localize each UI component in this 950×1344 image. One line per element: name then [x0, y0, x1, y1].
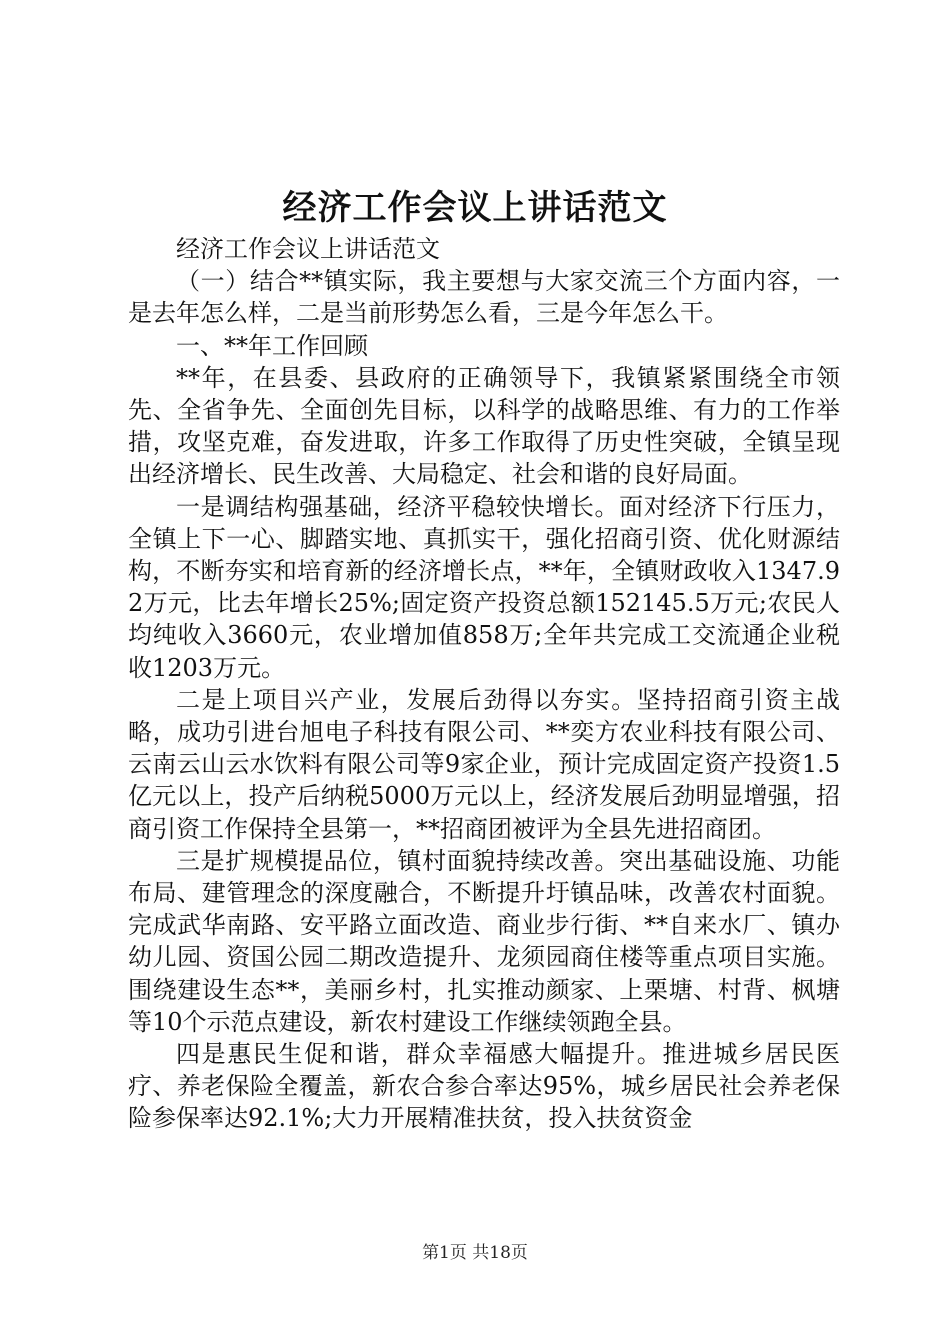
- paragraph: 四是惠民生促和谐，群众幸福感大幅提升。推进城乡居民医疗、养老保险全覆盖，新农合参合率达95%，城乡居民社会养老保险参保率达92.1%;大力开展精准扶贫，投入扶贫资金: [128, 1040, 840, 1133]
- paragraph: 二是上项目兴产业，发展后劲得以夯实。坚持招商引资主战略，成功引进台旭电子科技有限公司、**奕方农业科技有限公司、云南云山云水饮料有限公司等9家企业，预计完成固定资产投资1.5亿元以上，投产后纳税5000万元以上，经济发展后劲明显增强，招商引资工作保持全县第一，**招商团被评为全县先进招商团。: [128, 685, 840, 843]
- document-body: [128, 233, 840, 1135]
- paragraph-subtitle: 经济工作会议上讲话范文: [176, 235, 440, 263]
- section-heading: 一、**年工作回顾: [176, 331, 368, 360]
- paragraph: 一是调结构强基础，经济平稳较快增长。面对经济下行压力，全镇上下一心、脚踏实地、真抓实干，强化招商引资、优化财源结构，不断夯实和培育新的经济增长点，**年，全镇财政收入1347.92万元，比去年增长25%;固定资产投资总额152145.5万元;农民人均纯收入3660元，农业增加值858万;全年共完成工交流通企业税收1203万元。: [128, 492, 840, 682]
- paragraph: 三是扩规模提品位，镇村面貌持续改善。突出基础设施、功能布局、建管理念的深度融合，不断提升圩镇品味，改善农村面貌。完成武华南路、安平路立面改造、商业步行街、**自来水厂、镇办幼儿园、资国公园二期改造提升、龙须园商住楼等重点项目实施。围绕建设生态**，美丽乡村，扎实推动颜家、上栗塘、村背、枫塘等10个示范点建设，新农村建设工作继续领跑全县。: [128, 846, 840, 1036]
- document-title: 经济工作会议上讲话范文: [282, 188, 668, 228]
- paragraph: **年，在县委、县政府的正确领导下，我镇紧紧围绕全市领先、全省争先、全面创先目标，以科学的战略思维、有力的工作举措，攻坚克难，奋发进取，许多工作取得了历史性突破，全镇呈现出经济增长、民生改善、大局稳定、社会和谐的良好局面。: [128, 363, 840, 489]
- page-number-footer: 第1页 共18页: [422, 1243, 528, 1263]
- paragraph-intro: （一）结合**镇实际，我主要想与大家交流三个方面内容，一是去年怎么样，二是当前形势怎么看，三是今年怎么干。: [128, 267, 840, 328]
